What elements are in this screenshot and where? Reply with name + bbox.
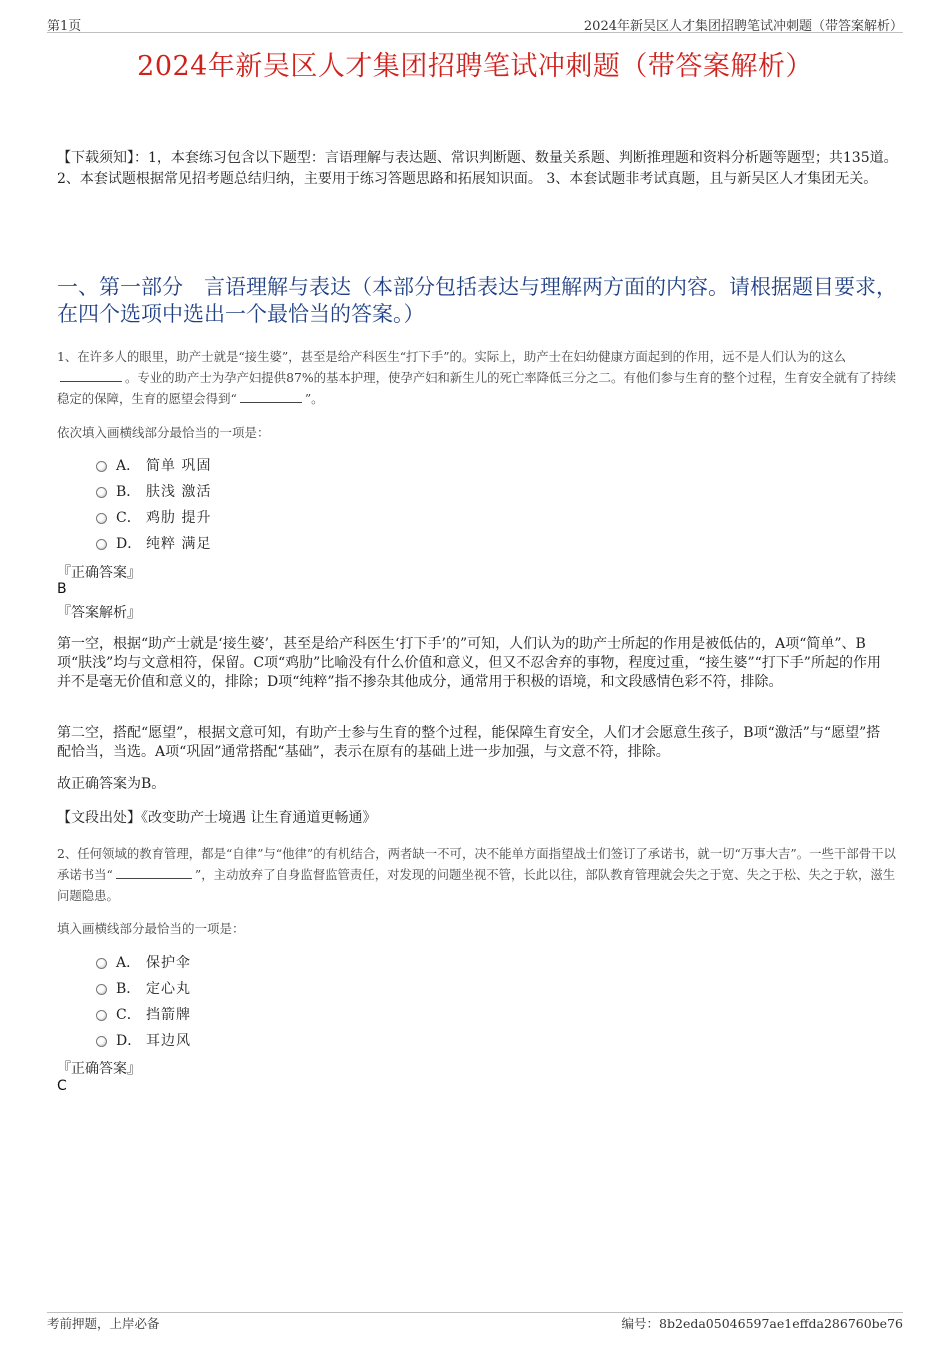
option-letter: B． (116, 484, 141, 500)
header-divider (47, 32, 903, 33)
footer-slogan: 考前押题，上岸必备 (47, 1316, 160, 1331)
radio-button[interactable] (96, 958, 107, 969)
radio-button[interactable] (96, 1036, 107, 1047)
option-a[interactable] (96, 452, 211, 478)
answer-blank (60, 368, 122, 382)
correct-answer: C (57, 1078, 67, 1094)
analysis-paragraph-1: 第一空，根据“助产士就是‘接生婆’，甚至是给产科医生‘打下手’的”可知，人们认为的助产士所起的作用是被低估的，A项“简单”、B项“肤浅”均与文意相符，保留。C项“鸡肋”比喻没有什么价值和意义，但又不忍舍弃的事物，程度过重，“接生婆”“打下手”所起的作用并不是毫无价值和意义的，排除；D项“纯粹”指不掺杂其他成分，通常用于积极的语境，和文段感情色彩不符，排除。 (57, 636, 881, 690)
radio-button[interactable] (96, 1010, 107, 1021)
analysis-conclusion: 故正确答案为B。 (57, 776, 166, 792)
section-heading: 一、第一部分 言语理解与表达（本部分包括表达与理解两方面的内容。请根据题目要求，在四个选项中选出一个最恰当的答案。） (57, 275, 897, 326)
question-2-prompt: 填入画横线部分最恰当的一项是： (57, 921, 245, 936)
question-1-prompt: 依次填入画横线部分最恰当的一项是： (57, 425, 270, 440)
option-b[interactable] (96, 478, 211, 504)
footer-divider (47, 1312, 903, 1313)
radio-button[interactable] (96, 487, 107, 498)
running-header-title: 2024年新吴区人才集团招聘笔试冲刺题（带答案解析） (583, 19, 903, 34)
option-text: 定心丸 (146, 981, 191, 997)
option-text: 耳边风 (146, 1033, 191, 1049)
option-text: 保护伞 (146, 955, 191, 971)
question-1-options (96, 452, 211, 556)
option-a[interactable] (96, 949, 191, 975)
question-2-text: 2、任何领域的教育管理，都是“自律”与“他律”的有机结合，两者缺一不可，决不能单方面指望战士们签订了承诺书，就一切“万事大吉”。一些干部骨干以承诺书当“ ”，主动放弃了自身监督监管责任，对发现的问题坐视不管，长此以往，部队教育管理就会失之于宽、失之于松、失之于软，滋生问题隐患。 (57, 846, 896, 903)
option-letter: D． (116, 536, 142, 552)
correct-answer: B (57, 581, 67, 597)
question-2-options (96, 949, 191, 1053)
option-letter: C． (116, 1007, 141, 1023)
option-d[interactable] (96, 1027, 191, 1053)
option-text: 简单 巩固 (146, 458, 212, 474)
option-c[interactable] (96, 504, 211, 530)
analysis-label: 『答案解析』 (57, 605, 141, 621)
option-letter: B． (116, 981, 141, 997)
option-letter: D． (116, 1033, 142, 1049)
option-text: 纯粹 满足 (146, 536, 212, 552)
option-letter: A． (116, 458, 141, 474)
correct-answer-label: 『正确答案』 (57, 1061, 141, 1077)
option-d[interactable] (96, 530, 211, 556)
radio-button[interactable] (96, 539, 107, 550)
answer-blank (116, 865, 192, 879)
question-1-text: 1、在许多人的眼里，助产士就是“接生婆”，甚至是给产科医生“打下手”的。实际上，助产士在妇幼健康方面起到的作用，远不是人们认为的这么。专业的助产士为孕产妇提供87%的基本护理，使孕产妇和新生儿的死亡率降低三分之二。有他们参与生育的整个过程，生育安全就有了持续稳定的保障，生育的愿望会得到“ ”。 (57, 349, 896, 406)
option-text: 肤浅 激活 (146, 484, 212, 500)
option-letter: A． (116, 955, 141, 971)
page-number: 第1页 (47, 19, 82, 34)
radio-button[interactable] (96, 984, 107, 995)
radio-button[interactable] (96, 461, 107, 472)
option-letter: C． (116, 510, 141, 526)
document-title: 2024年新吴区人才集团招聘笔试冲刺题（带答案解析） (137, 51, 813, 82)
option-text: 挡箭牌 (146, 1007, 191, 1023)
passage-source: 【文段出处】《改变助产士境遇 让生育通道更畅通》 (57, 810, 377, 826)
document-serial-number: 编号：8b2eda05046597ae1effda286760be76 (621, 1316, 903, 1331)
option-text: 鸡肋 提升 (146, 510, 212, 526)
correct-answer-label: 『正确答案』 (57, 565, 141, 581)
analysis-paragraph-2: 第二空，搭配“愿望”，根据文意可知，有助产士参与生育的整个过程，能保障生育安全，人们才会愿意生孩子，B项“激活”与“愿望”搭配恰当，当选。A项“巩固”通常搭配“基础”，表示在原有的基础上进一步加强，与文意不符，排除。 (57, 725, 881, 760)
download-notice: 【下载须知】：1，本套练习包含以下题型：言语理解与表达题、常识判断题、数量关系题、判断推理题和资料分析题等题型；共135道。 2、本套试题根据常见招考题总结归纳，主要用于练习答题思路和拓展知识面。 3、本套试题非考试真题，且与新吴区人才集团无关。 (57, 150, 898, 187)
radio-button[interactable] (96, 513, 107, 524)
answer-blank (240, 389, 302, 403)
option-c[interactable] (96, 1001, 191, 1027)
option-b[interactable] (96, 975, 191, 1001)
